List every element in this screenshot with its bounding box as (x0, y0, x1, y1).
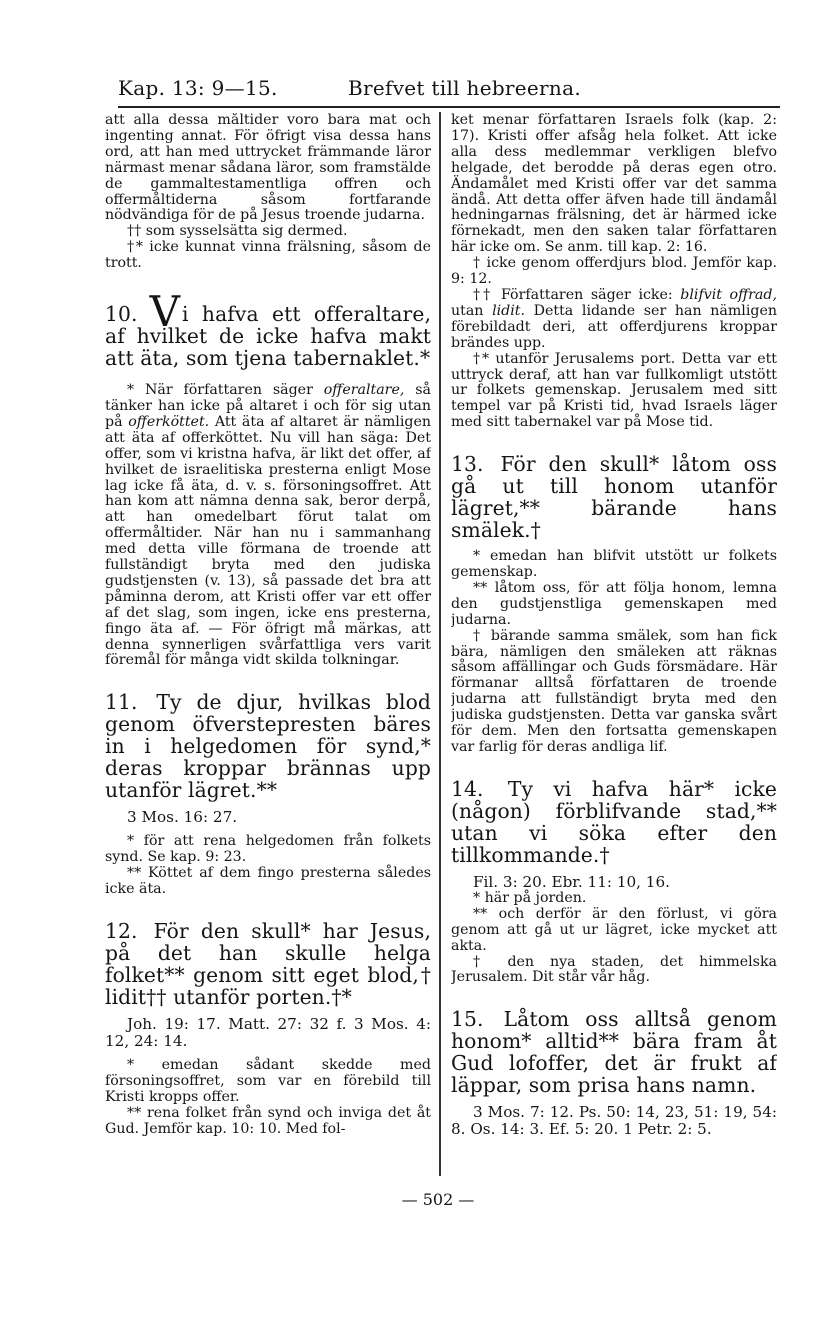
verse-text: För den skull* har Jesus, på det han skulle helga folket** genom sitt eget blod,† lidit†† utanför porten.†* (105, 919, 431, 1009)
book-title: Brefvet till hebreerna. (348, 76, 581, 100)
verse-text: i hafva ett offeraltare, af hvilket de icke hafva makt att äta, som tjena tabernaklet.* (105, 302, 431, 371)
page-number: — 502 — (401, 1190, 475, 1209)
footnote-italic: offeraltare, (323, 382, 405, 399)
verse-12-footnote-2: ** rena folket från synd och inviga det åt Gud. Jemför kap. 10: 10. Med fol- (105, 1104, 431, 1137)
verse-text: Låtom oss alltså genom honom* alltid** bära fram åt Gud lofoffer, det är frukt af läppar, som prisa hans namn. (451, 1007, 777, 1098)
page-footer (0, 1190, 824, 1209)
verse-13-footnote-3: † bärande samma smälek, som han fick bära, nämligen den smäleken att räknas såsom affällingar och Guds försmädare. Här förmanar alltså författaren de troende judarna att fullständigt bryta med den judiska gudstjensten. Detta var ganska svårt för dem. Men den fortsatta gemenskapen var farlig för deras andliga lif. (451, 627, 777, 755)
column-divider (439, 112, 441, 1176)
verse-text: För den skull* låtom oss gå ut till honom utanför lägret,** bärande hans smälek.† (451, 452, 777, 543)
footnote-italic: offerköttet. (128, 413, 210, 430)
verse-number: 14. (451, 776, 484, 801)
verse-13-footnote-1: * emedan han blifvit utstött ur folkets gemenskap. (451, 548, 777, 581)
verse-14 (451, 778, 777, 866)
verse-number: 15. (451, 1007, 484, 1032)
footnote-text: så tänker han icke på altaret i och för sig utan på (105, 382, 431, 430)
verse-number: 13. (451, 452, 484, 477)
verse-11-footnote-1: * för att rena helgedomen från folkets synd. Se kap. 9: 23. (105, 833, 431, 866)
verse-13-footnote-2: ** låtom oss, för att följa honom, lemna den gudstjenstliga gemenskapen med judarna. (451, 579, 777, 628)
verse-15 (451, 1008, 777, 1096)
verse-10 (105, 287, 431, 371)
footnote-double-dagger: †† som sysselsätta sig dermed. (127, 223, 348, 240)
running-header (118, 66, 780, 106)
footnote-text: Att äta af altaret är nämligen att äta af offerköttet. Nu vill han säga: Det offer, som vi kristna hafva, är likt det offer, af hvilket de israelitiska presterna enligt Mose lag icke få äta, d. v. s. försoningsoffret. Att han kom att nämna denna sak, beror derpå, att han omedelbart förut talat om offermåltider. När han nu i sammanhang med detta ville förmana de troende att fullständigt bryta med den judiska gudstjensten (v. 13), så passade det bra att påminna derom, att Kristi offer var ett offer af det slag, som ingen, icke ens presterna, fingo äta af. — För öfrigt må märkas, att denna synnerligen svårfattliga vers varit föremål för många vidt skilda tolkningar. (105, 413, 431, 669)
verse-11-footnote-2: ** Köttet af dem fingo presterna således icke äta. (105, 865, 431, 898)
footnote-dagger-star: †* icke kunnat vinna frälsning, såsom de trott. (105, 239, 431, 272)
verse-number: 12. (105, 919, 138, 943)
chapter-reference: Kap. 13: 9—15. (118, 76, 278, 100)
drop-initial: V (149, 287, 180, 337)
footnote-text: †† Författaren säger icke: (473, 286, 681, 303)
verse-number: 10. (105, 302, 138, 327)
verse-text: Ty vi hafva här* icke (någon) förblifvande stad,** utan vi söka efter den tillkommande.† (451, 776, 777, 867)
footnote-dagger: † icke genom offerdjurs blod. Jemför kap. 9: 12. (451, 255, 777, 288)
verse-14-references: Fil. 3: 20. Ebr. 11: 10, 16. (473, 872, 670, 891)
verse-14-footnote-1: * här på jorden. (473, 889, 587, 906)
verse-12 (105, 920, 431, 1008)
left-column (105, 113, 431, 1175)
verse-number: 11. (105, 690, 138, 715)
verse-15-references: 3 Mos. 7: 12. Ps. 50: 14, 23, 51: 19, 54: 8. Os. 14: 3. Ef. 5: 20. 1 Petr. 2: 5. (451, 1103, 777, 1139)
verse-12-references: Joh. 19: 17. Matt. 27: 32 f. 3 Mos. 4: 12, 24: 14. (105, 1015, 431, 1050)
footnote-italic: blifvit offrad, (680, 286, 777, 303)
footnote-italic: lidit. (492, 302, 525, 319)
verse-14-footnote-3: † den nya staden, det himmelska Jerusalem. Dit står vår håg. (451, 953, 777, 986)
verse-13 (451, 453, 777, 541)
right-column (451, 113, 777, 1175)
footnote-text: utan (451, 302, 493, 319)
footnote-continuation: att alla dessa måltider voro bara mat och ingenting annat. För öfrigt visa dessa hans ord, att han med uttrycket främmande läror närmast menar sådana läror, som framstälde de gammaltestamentliga offren och offermåltiderna såsom fortfarande nödvändiga för de på Jesus troende judarna. (105, 113, 431, 224)
verse-11-references: 3 Mos. 16: 27. (127, 808, 238, 827)
verse-text: Ty de djur, hvilkas blod genom öfverstepresten bäres in i helgedomen för synd,* deras kroppar brännas upp utanför lägret.** (105, 690, 431, 803)
verse-14-footnote-2: ** och derför är den förlust, vi göra genom att gå ut ur lägret, icke mycket att akta. (451, 905, 777, 954)
verse-12-footnote-1: * emedan sådant skedde med försoningsoffret, som var en förebild till Kristi kropps offer. (105, 1057, 431, 1105)
footnote-double-dagger (451, 288, 777, 352)
footnote-continuation: ket menar författaren Israels folk (kap. 2: 17). Kristi offer afsåg hela folket. Att icke alla dess medlemmar verkligen blefvo helgade, det berodde på deras egen otro. Ändamålet med Kristi offer var det samma ändå. Att detta offer äfven hade till ändamål hedningarnas frälsning, det är härmed icke förnekadt, men den saken talar författaren här icke om. Se anm. till kap. 2: 16. (451, 113, 777, 256)
footnote-text: * När författaren säger (127, 382, 324, 399)
footnote-dagger-star: †* utanför Jerusalems port. Detta var ett uttryck deraf, att han var fullkomligt utstött ur folkets gemenskap. Jerusalem med sitt tempel var på Kristi tid, hvad Israels läger med sitt tabernakel var på Mose tid. (451, 350, 777, 431)
footnote-text: Detta lidande ser han nämligen förebildadt deri, att offerdjurens kroppar brändes upp. (451, 302, 777, 351)
verse-11 (105, 691, 431, 801)
header-rule (118, 106, 780, 108)
verse-10-footnote (105, 383, 431, 669)
